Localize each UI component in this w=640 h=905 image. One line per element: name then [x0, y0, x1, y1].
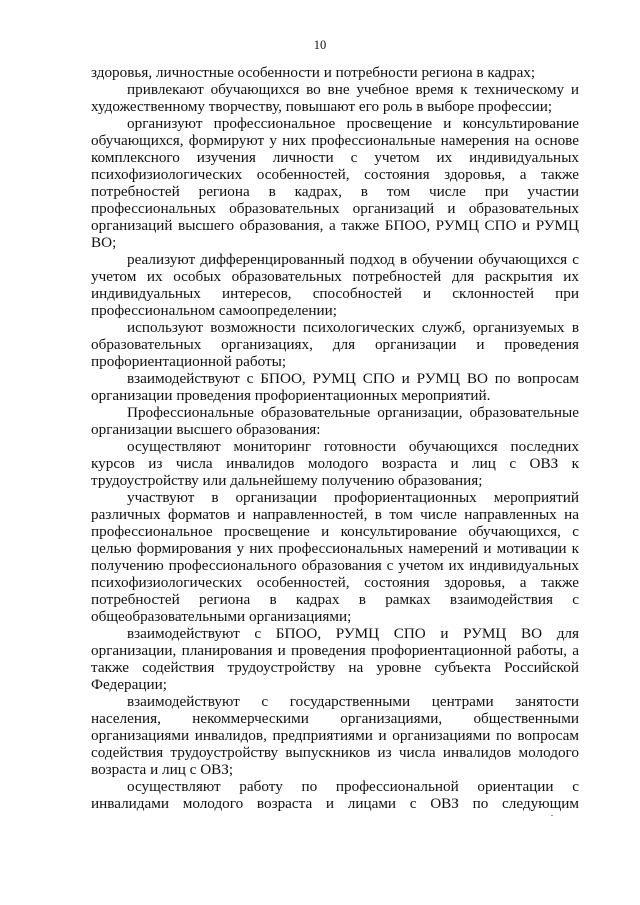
paragraph: участвуют в организации профориентационных мероприятий различных форматов и направленностей, в том числе направленных на профессиональное просвещение и консультирование обучающихся, с целью формирования у них профессиональных намерений и мотивации к получению профессионального образования с учетом их индивидуальных психофизиологических особенностей, состояния здоровья, а также потребностей региона в кадрах в рамках взаимодействия с общеобразовательными организациями;: [91, 489, 579, 625]
paragraph: здоровья, личностные особенности и потребности региона в кадрах;: [91, 64, 536, 81]
body-text: [91, 64, 579, 812]
paragraph: взаимодействуют с государственными центрами занятости населения, некоммерческими организациями, общественными организациями инвалидов, предприятиями и организациями по вопросам содействия трудоустройству выпускников из числа инвалидов молодого возраста и лиц с ОВЗ;: [91, 693, 579, 778]
paragraph: взаимодействуют с БПОО, РУМЦ СПО и РУМЦ ВО для организации, планирования и проведения профориентационной работы, а также содействия трудоустройству на уровне субъекта Российской Федерации;: [91, 625, 579, 693]
paragraph: организуют профессиональное просвещение и консультирование обучающихся, формируют у них профессиональные намерения на основе комплексного изучения личности с учетом их индивидуальных психофизиологических особенностей, состояния здоровья, а также потребностей региона в кадрах, в том числе при участии профессиональных образовательных организаций и образовательных организаций высшего образования, а также БПОО, РУМЦ СПО и РУМЦ ВО;: [91, 115, 579, 251]
scan-speck: [551, 815, 553, 816]
paragraph: осуществляют работу по профессиональной ориентации с инвалидами молодого возраста и лицами с ОВЗ по следующим: [91, 778, 579, 812]
paragraph: используют возможности психологических служб, организуемых в образовательных организациях, для организации и проведения профориентационной работы;: [91, 319, 579, 370]
paragraph: взаимодействуют с БПОО, РУМЦ СПО и РУМЦ ВО по вопросам организации проведения профориентационных мероприятий.: [91, 370, 579, 404]
paragraph: осуществляют мониторинг готовности обучающихся последних курсов из числа инвалидов молодого возраста и лиц с ОВЗ к трудоустройству или дальнейшему получению образования;: [91, 438, 579, 489]
paragraph: Профессиональные образовательные организации, образовательные организации высшего образования:: [91, 404, 579, 438]
paragraph: реализуют дифференцированный подход в обучении обучающихся с учетом их особых образовательных потребностей для раскрытия их индивидуальных интересов, способностей и склонностей при профессиональном самоопределении;: [91, 251, 579, 319]
paragraph: привлекают обучающихся во вне учебное время к техническому и художественному творчеству, повышают его роль в выборе профессии;: [91, 81, 579, 115]
page-number: 10: [313, 38, 327, 52]
